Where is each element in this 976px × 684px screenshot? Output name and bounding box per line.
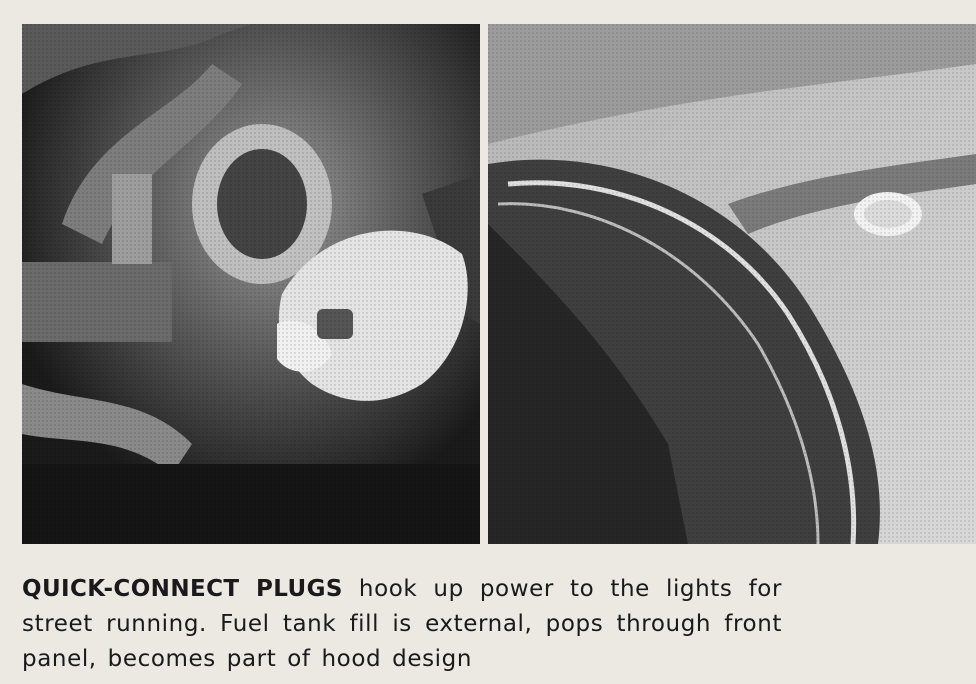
fuel-fill-panel-image — [488, 24, 976, 544]
caption-lead: QUICK-CONNECT PLUGS — [22, 576, 343, 602]
photo-quick-connect-plugs — [22, 24, 480, 544]
engine-plug-image — [22, 24, 480, 544]
caption-body: hook up power to the lights for street running. Fuel tank fill is external, pops through front panel, becomes part of hood design — [22, 576, 782, 672]
photo-fuel-tank-fill — [488, 24, 976, 544]
photo-caption — [22, 572, 782, 677]
